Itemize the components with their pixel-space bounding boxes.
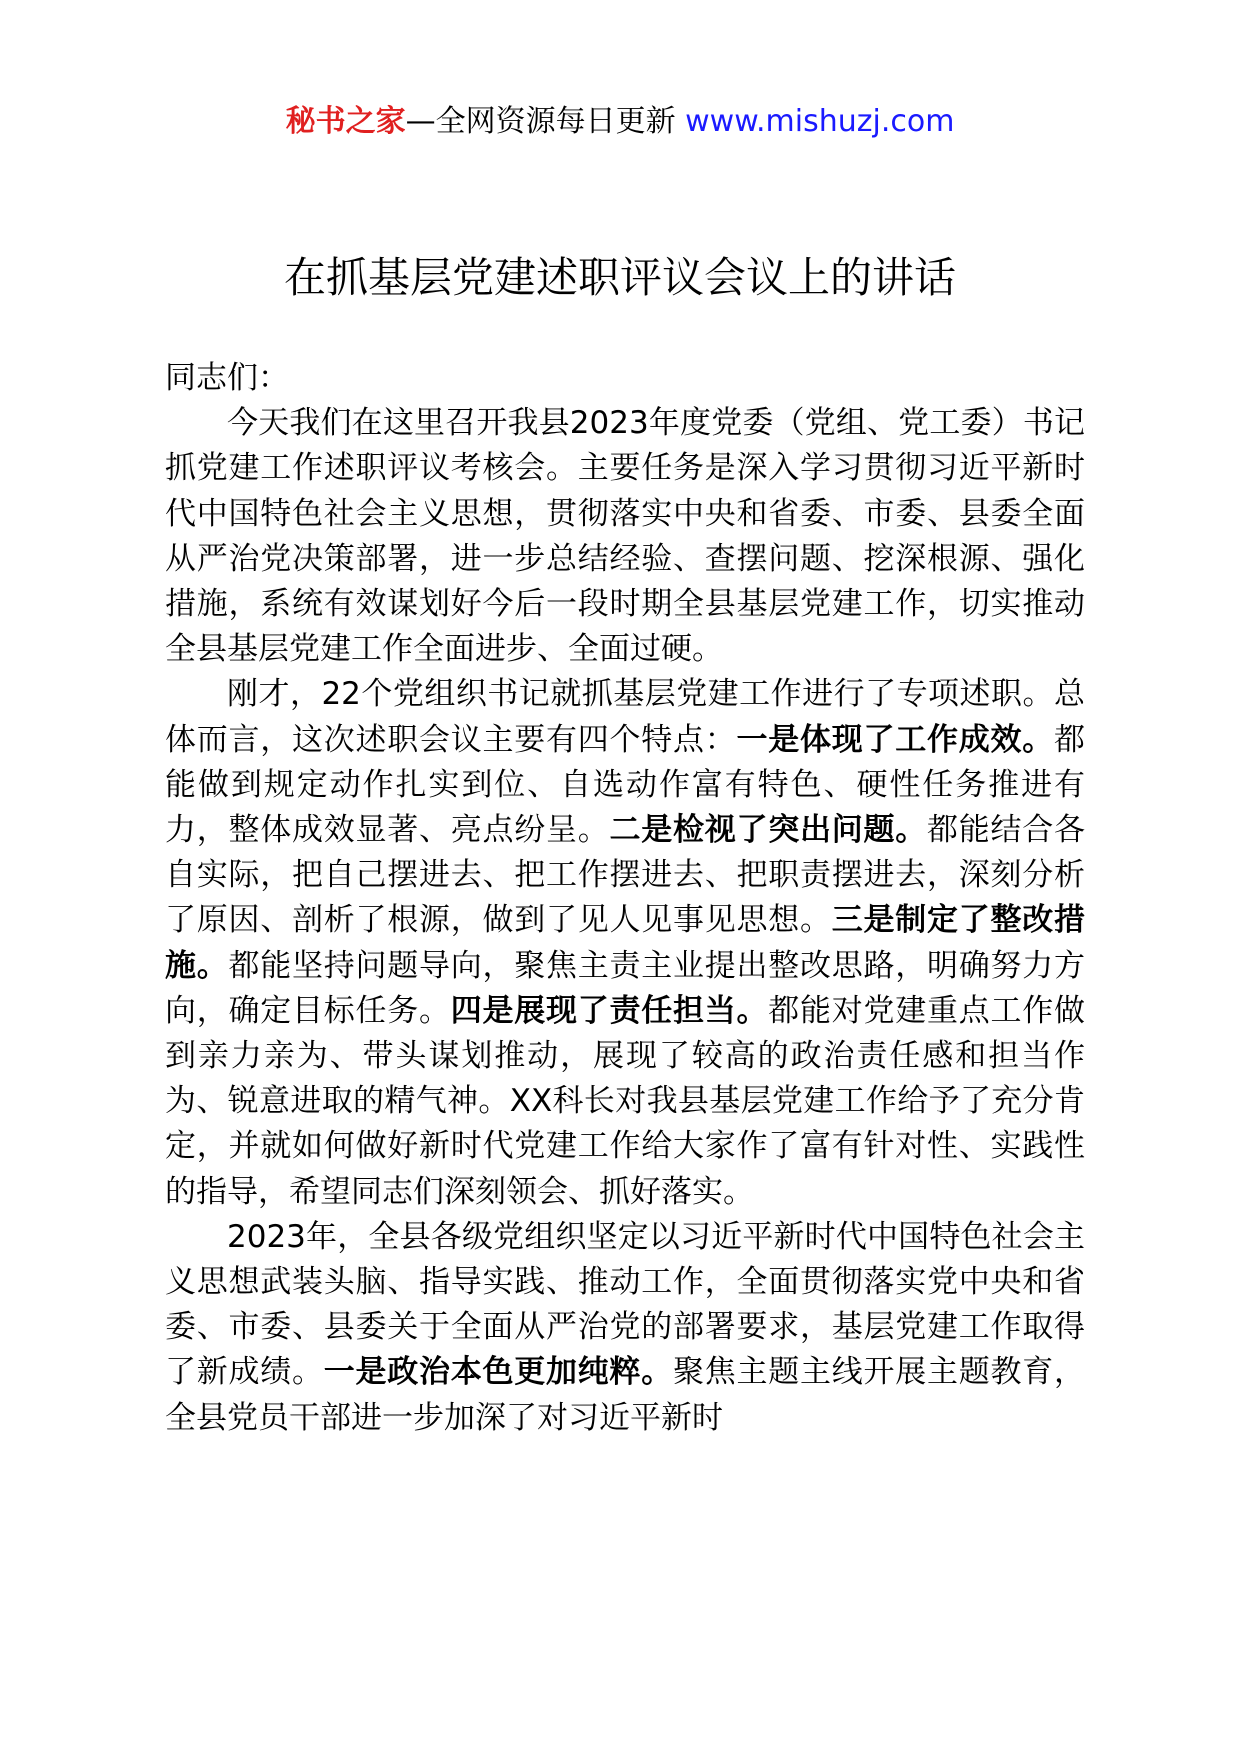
paragraph-1: 今天我们在这里召开我县2023年度党委（党组、党工委）书记抓党建工作述职评议考核会。主要任务是深入学习贯彻习近平新时代中国特色社会主义思想，贯彻落实中央和省委、市委、县委全面从严治党决策部署，进一步总结经验、查摆问题、挖深根源、强化措施，系统有效谋划好今后一段时期全县基层党建工作，切实推动全县基层党建工作全面进步、全面过硬。 bbox=[165, 405, 1085, 668]
banner-url-link[interactable]: www.mishuzj.com bbox=[685, 104, 955, 139]
point-heading-4: 四是展现了责任担当。 bbox=[450, 992, 769, 1029]
banner-brand: 秘书之家 bbox=[285, 104, 406, 139]
document-body bbox=[165, 356, 1085, 1441]
point-heading-2: 二是检视了突出问题。 bbox=[609, 812, 927, 849]
paragraph-3 bbox=[165, 1215, 1085, 1441]
banner-tagline: —全网资源每日更新 bbox=[405, 104, 676, 139]
point-text-1: 都能做到规定动作扎实到位、自选动作富有特色、硬性任务推进有力，整体成效显著、亮点纷呈。 bbox=[165, 721, 1085, 849]
paragraph-3-intro: 2023年，全县各级党组织坚定以习近平新时代中国特色社会主义思想武装头脑、指导实践、推动工作，全面贯彻落实党中央和省委、市委、县委关于全面从严治党的部署要求，基层党建工作取得了新成绩。 bbox=[165, 1218, 1085, 1391]
salutation: 同志们： bbox=[165, 360, 289, 396]
achievement-text-1: 聚焦主题主线开展主题教育，全县党员干部进一步加深了对习近平新时 bbox=[165, 1354, 1085, 1436]
point-heading-3: 三是制定了整改措施。 bbox=[165, 902, 1085, 984]
point-text-4: 都能对党建重点工作做到亲力亲为、带头谋划推动，展现了较高的政治责任感和担当作为、锐意进取的精气神。XX科长对我县基层党建工作给予了充分肯定，并就如何做好新时代党建工作给大家作了富有针对性、实践性的指导，希望同志们深刻领会、抓好落实。 bbox=[165, 992, 1085, 1210]
point-text-3: 都能坚持问题导向，聚焦主责主业提出整改思路，明确努力方向，确定目标任务。 bbox=[165, 947, 1085, 1029]
paragraph-2-intro: 刚才，22个党组织书记就抓基层党建工作进行了专项述职。总体而言，这次述职会议主要有四个特点： bbox=[165, 676, 1085, 758]
point-text-2: 都能结合各自实际，把自己摆进去、把工作摆进去、把职责摆进去，深刻分析了原因、剖析了根源，做到了见人见事见思想。 bbox=[165, 812, 1085, 939]
document-title: 在抓基层党建述职评议会议上的讲话 bbox=[283, 253, 956, 302]
site-banner bbox=[0, 100, 1240, 144]
point-heading-1: 一是体现了工作成效。 bbox=[736, 721, 1054, 758]
paragraph-2 bbox=[165, 672, 1085, 1214]
achievement-heading-1: 一是政治本色更加纯粹。 bbox=[323, 1354, 673, 1391]
